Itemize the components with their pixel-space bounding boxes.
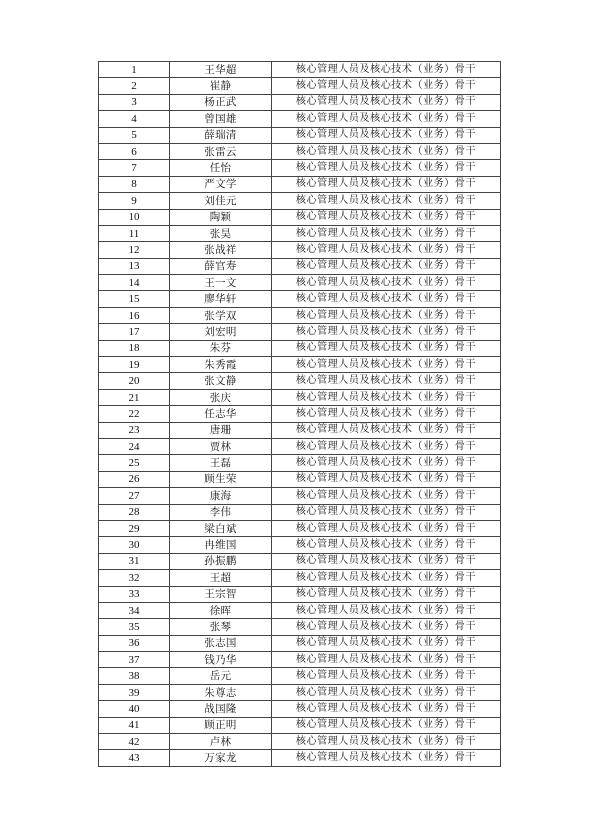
row-number-cell: 36 xyxy=(99,635,170,651)
row-number-cell: 28 xyxy=(99,504,170,520)
table-row xyxy=(99,324,501,340)
table-row xyxy=(99,750,501,766)
row-number-cell: 18 xyxy=(99,340,170,356)
name-cell: 张学双 xyxy=(170,307,272,323)
role-cell: 核心管理人员及核心技术（业务）骨干 xyxy=(272,701,501,717)
row-number-cell: 4 xyxy=(99,111,170,127)
row-number-cell: 29 xyxy=(99,520,170,536)
name-cell: 严文学 xyxy=(170,176,272,192)
role-cell: 核心管理人员及核心技术（业务）骨干 xyxy=(272,242,501,258)
name-cell: 冉维国 xyxy=(170,537,272,553)
table-row xyxy=(99,652,501,668)
row-number-cell: 2 xyxy=(99,78,170,94)
role-cell: 核心管理人员及核心技术（业务）骨干 xyxy=(272,717,501,733)
role-cell: 核心管理人员及核心技术（业务）骨干 xyxy=(272,619,501,635)
row-number-cell: 12 xyxy=(99,242,170,258)
role-cell: 核心管理人员及核心技术（业务）骨干 xyxy=(272,357,501,373)
roster-table xyxy=(98,61,501,767)
name-cell: 梁白斌 xyxy=(170,520,272,536)
table-row xyxy=(99,553,501,569)
name-cell: 卢林 xyxy=(170,734,272,750)
table-row xyxy=(99,78,501,94)
table-row xyxy=(99,586,501,602)
name-cell: 顾正明 xyxy=(170,717,272,733)
role-cell: 核心管理人员及核心技术（业务）骨干 xyxy=(272,291,501,307)
role-cell: 核心管理人员及核心技术（业务）骨干 xyxy=(272,520,501,536)
role-cell: 核心管理人员及核心技术（业务）骨干 xyxy=(272,750,501,766)
name-cell: 刘宏明 xyxy=(170,324,272,340)
table-row xyxy=(99,570,501,586)
name-cell: 李伟 xyxy=(170,504,272,520)
role-cell: 核心管理人员及核心技术（业务）骨干 xyxy=(272,389,501,405)
table-row xyxy=(99,684,501,700)
table-row xyxy=(99,701,501,717)
name-cell: 崔静 xyxy=(170,78,272,94)
role-cell: 核心管理人员及核心技术（业务）骨干 xyxy=(272,373,501,389)
table-row xyxy=(99,209,501,225)
table-row xyxy=(99,127,501,143)
name-cell: 张琴 xyxy=(170,619,272,635)
name-cell: 朱芬 xyxy=(170,340,272,356)
row-number-cell: 38 xyxy=(99,668,170,684)
table-row xyxy=(99,602,501,618)
name-cell: 陶颖 xyxy=(170,209,272,225)
role-cell: 核心管理人员及核心技术（业务）骨干 xyxy=(272,635,501,651)
table-row xyxy=(99,307,501,323)
table-row xyxy=(99,668,501,684)
row-number-cell: 32 xyxy=(99,570,170,586)
role-cell: 核心管理人员及核心技术（业务）骨干 xyxy=(272,78,501,94)
name-cell: 朱尊志 xyxy=(170,684,272,700)
role-cell: 核心管理人员及核心技术（业务）骨干 xyxy=(272,62,501,78)
role-cell: 核心管理人员及核心技术（业务）骨干 xyxy=(272,602,501,618)
row-number-cell: 16 xyxy=(99,307,170,323)
table-row xyxy=(99,537,501,553)
row-number-cell: 27 xyxy=(99,488,170,504)
role-cell: 核心管理人员及核心技术（业务）骨干 xyxy=(272,553,501,569)
name-cell: 张昊 xyxy=(170,225,272,241)
name-cell: 贾林 xyxy=(170,438,272,454)
row-number-cell: 21 xyxy=(99,389,170,405)
table-row xyxy=(99,225,501,241)
row-number-cell: 26 xyxy=(99,471,170,487)
table-row xyxy=(99,111,501,127)
role-cell: 核心管理人员及核心技术（业务）骨干 xyxy=(272,111,501,127)
name-cell: 曾国雄 xyxy=(170,111,272,127)
role-cell: 核心管理人员及核心技术（业务）骨干 xyxy=(272,684,501,700)
table-row xyxy=(99,373,501,389)
row-number-cell: 24 xyxy=(99,438,170,454)
name-cell: 朱秀霞 xyxy=(170,357,272,373)
role-cell: 核心管理人员及核心技术（业务）骨干 xyxy=(272,438,501,454)
role-cell: 核心管理人员及核心技术（业务）骨干 xyxy=(272,94,501,110)
row-number-cell: 10 xyxy=(99,209,170,225)
name-cell: 薛官寿 xyxy=(170,258,272,274)
table-row xyxy=(99,504,501,520)
table-row xyxy=(99,438,501,454)
row-number-cell: 33 xyxy=(99,586,170,602)
row-number-cell: 11 xyxy=(99,225,170,241)
table-row xyxy=(99,406,501,422)
name-cell: 王宗智 xyxy=(170,586,272,602)
table-row xyxy=(99,291,501,307)
role-cell: 核心管理人员及核心技术（业务）骨干 xyxy=(272,734,501,750)
role-cell: 核心管理人员及核心技术（业务）骨干 xyxy=(272,488,501,504)
role-cell: 核心管理人员及核心技术（业务）骨干 xyxy=(272,586,501,602)
table-row xyxy=(99,340,501,356)
table-row xyxy=(99,471,501,487)
table-row xyxy=(99,143,501,159)
role-cell: 核心管理人员及核心技术（业务）骨干 xyxy=(272,307,501,323)
role-cell: 核心管理人员及核心技术（业务）骨干 xyxy=(272,537,501,553)
name-cell: 任志华 xyxy=(170,406,272,422)
row-number-cell: 17 xyxy=(99,324,170,340)
role-cell: 核心管理人员及核心技术（业务）骨干 xyxy=(272,406,501,422)
row-number-cell: 25 xyxy=(99,455,170,471)
role-cell: 核心管理人员及核心技术（业务）骨干 xyxy=(272,455,501,471)
row-number-cell: 22 xyxy=(99,406,170,422)
name-cell: 战国隆 xyxy=(170,701,272,717)
role-cell: 核心管理人员及核心技术（业务）骨干 xyxy=(272,209,501,225)
name-cell: 张庆 xyxy=(170,389,272,405)
name-cell: 张文静 xyxy=(170,373,272,389)
role-cell: 核心管理人员及核心技术（业务）骨干 xyxy=(272,127,501,143)
row-number-cell: 14 xyxy=(99,275,170,291)
name-cell: 王磊 xyxy=(170,455,272,471)
row-number-cell: 7 xyxy=(99,160,170,176)
role-cell: 核心管理人员及核心技术（业务）骨干 xyxy=(272,275,501,291)
row-number-cell: 5 xyxy=(99,127,170,143)
role-cell: 核心管理人员及核心技术（业务）骨干 xyxy=(272,340,501,356)
table-row xyxy=(99,357,501,373)
row-number-cell: 37 xyxy=(99,652,170,668)
table-row xyxy=(99,62,501,78)
role-cell: 核心管理人员及核心技术（业务）骨干 xyxy=(272,422,501,438)
row-number-cell: 39 xyxy=(99,684,170,700)
row-number-cell: 15 xyxy=(99,291,170,307)
table-row xyxy=(99,242,501,258)
table-row xyxy=(99,717,501,733)
name-cell: 万家龙 xyxy=(170,750,272,766)
name-cell: 孙振鹏 xyxy=(170,553,272,569)
table-row xyxy=(99,488,501,504)
table-row xyxy=(99,734,501,750)
row-number-cell: 31 xyxy=(99,553,170,569)
role-cell: 核心管理人员及核心技术（业务）骨干 xyxy=(272,143,501,159)
role-cell: 核心管理人员及核心技术（业务）骨干 xyxy=(272,176,501,192)
table-row xyxy=(99,520,501,536)
table-row xyxy=(99,258,501,274)
row-number-cell: 20 xyxy=(99,373,170,389)
name-cell: 张雷云 xyxy=(170,143,272,159)
row-number-cell: 40 xyxy=(99,701,170,717)
name-cell: 薛瑞清 xyxy=(170,127,272,143)
table-row xyxy=(99,635,501,651)
table-row xyxy=(99,455,501,471)
name-cell: 钱乃华 xyxy=(170,652,272,668)
table-row xyxy=(99,160,501,176)
name-cell: 王一文 xyxy=(170,275,272,291)
role-cell: 核心管理人员及核心技术（业务）骨干 xyxy=(272,504,501,520)
table-row xyxy=(99,193,501,209)
row-number-cell: 8 xyxy=(99,176,170,192)
row-number-cell: 23 xyxy=(99,422,170,438)
table-row xyxy=(99,176,501,192)
name-cell: 康海 xyxy=(170,488,272,504)
name-cell: 任怡 xyxy=(170,160,272,176)
name-cell: 张志国 xyxy=(170,635,272,651)
name-cell: 廖华轩 xyxy=(170,291,272,307)
row-number-cell: 42 xyxy=(99,734,170,750)
name-cell: 刘佳元 xyxy=(170,193,272,209)
row-number-cell: 3 xyxy=(99,94,170,110)
row-number-cell: 34 xyxy=(99,602,170,618)
row-number-cell: 35 xyxy=(99,619,170,635)
row-number-cell: 1 xyxy=(99,62,170,78)
name-cell: 张战祥 xyxy=(170,242,272,258)
row-number-cell: 41 xyxy=(99,717,170,733)
name-cell: 唐珊 xyxy=(170,422,272,438)
row-number-cell: 6 xyxy=(99,143,170,159)
table-row xyxy=(99,94,501,110)
role-cell: 核心管理人员及核心技术（业务）骨干 xyxy=(272,668,501,684)
role-cell: 核心管理人员及核心技术（业务）骨干 xyxy=(272,652,501,668)
name-cell: 王华超 xyxy=(170,62,272,78)
table-row xyxy=(99,619,501,635)
row-number-cell: 43 xyxy=(99,750,170,766)
name-cell: 顾生荣 xyxy=(170,471,272,487)
table-row xyxy=(99,389,501,405)
name-cell: 徐晖 xyxy=(170,602,272,618)
row-number-cell: 13 xyxy=(99,258,170,274)
table-row xyxy=(99,422,501,438)
name-cell: 岳元 xyxy=(170,668,272,684)
row-number-cell: 9 xyxy=(99,193,170,209)
role-cell: 核心管理人员及核心技术（业务）骨干 xyxy=(272,258,501,274)
role-cell: 核心管理人员及核心技术（业务）骨干 xyxy=(272,193,501,209)
row-number-cell: 19 xyxy=(99,357,170,373)
name-cell: 杨正武 xyxy=(170,94,272,110)
roster-table-body xyxy=(99,62,501,767)
name-cell: 王超 xyxy=(170,570,272,586)
table-row xyxy=(99,275,501,291)
role-cell: 核心管理人员及核心技术（业务）骨干 xyxy=(272,324,501,340)
row-number-cell: 30 xyxy=(99,537,170,553)
role-cell: 核心管理人员及核心技术（业务）骨干 xyxy=(272,570,501,586)
role-cell: 核心管理人员及核心技术（业务）骨干 xyxy=(272,225,501,241)
role-cell: 核心管理人员及核心技术（业务）骨干 xyxy=(272,160,501,176)
role-cell: 核心管理人员及核心技术（业务）骨干 xyxy=(272,471,501,487)
